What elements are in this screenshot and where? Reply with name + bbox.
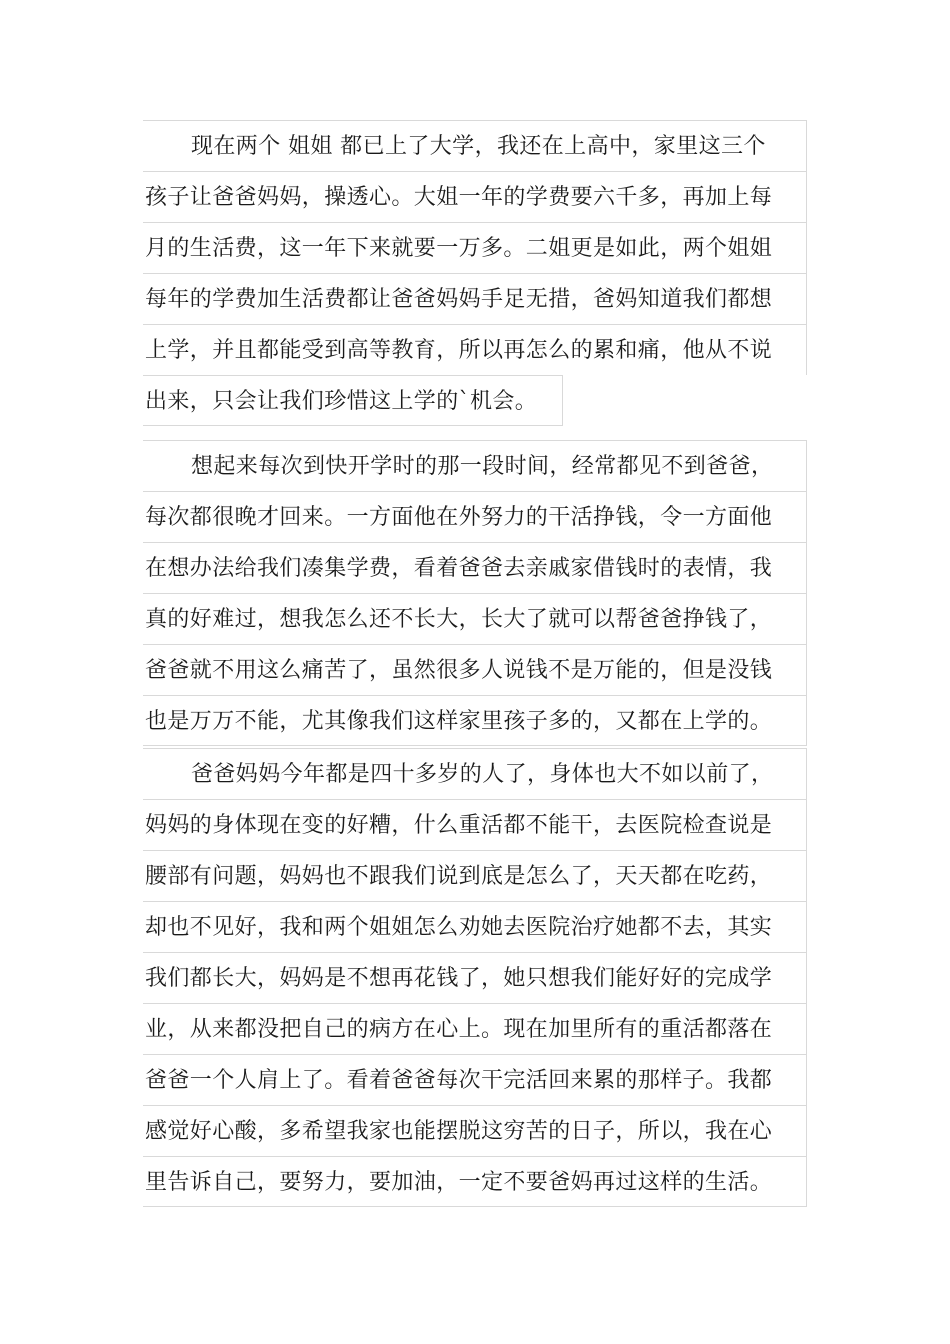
text-line: 里告诉自己，要努力，要加油，一定不要爸妈再过这样的生活。 [143,1156,807,1207]
text-line: 现在两个 姐姐 都已上了大学，我还在上高中，家里这三个 [143,120,807,171]
text-line: 爸爸妈妈今年都是四十多岁的人了，身体也大不如以前了， [143,748,807,799]
paragraph-1 [143,120,807,426]
text-line: 也是万万不能，尤其像我们这样家里孩子多的，又都在上学的。 [143,695,807,746]
text-line: 我们都长大，妈妈是不想再花钱了，她只想我们能好好的完成学 [143,952,807,1003]
paragraph-3 [143,748,807,1207]
paragraph-2 [143,440,807,746]
text-line: 孩子让爸爸妈妈，操透心。大姐一年的学费要六千多，再加上每 [143,171,807,222]
text-line: 腰部有问题，妈妈也不跟我们说到底是怎么了，天天都在吃药， [143,850,807,901]
text-line: 在想办法给我们凑集学费，看着爸爸去亲戚家借钱时的表情，我 [143,542,807,593]
text-line: 月的生活费，这一年下来就要一万多。二姐更是如此，两个姐姐 [143,222,807,273]
text-line: 每年的学费加生活费都让爸爸妈妈手足无措，爸妈知道我们都想 [143,273,807,324]
text-line: 每次都很晚才回来。一方面他在外努力的干活挣钱，令一方面他 [143,491,807,542]
text-line: 感觉好心酸，多希望我家也能摆脱这穷苦的日子，所以，我在心 [143,1105,807,1156]
text-line: 想起来每次到快开学时的那一段时间，经常都见不到爸爸， [143,440,807,491]
text-line: 妈妈的身体现在变的好糟，什么重活都不能干，去医院检查说是 [143,799,807,850]
text-line: 却也不见好，我和两个姐姐怎么劝她去医院治疗她都不去，其实 [143,901,807,952]
text-line: 真的好难过，想我怎么还不长大，长大了就可以帮爸爸挣钱了， [143,593,807,644]
text-line: 业，从来都没把自己的病方在心上。现在加里所有的重活都落在 [143,1003,807,1054]
text-line: 上学，并且都能受到高等教育，所以再怎么的累和痛，他从不说 [143,324,807,375]
text-line: 出来，只会让我们珍惜这上学的`机会。 [143,375,563,426]
text-line: 爸爸一个人肩上了。看着爸爸每次干完活回来累的那样子。我都 [143,1054,807,1105]
text-line: 爸爸就不用这么痛苦了，虽然很多人说钱不是万能的，但是没钱 [143,644,807,695]
